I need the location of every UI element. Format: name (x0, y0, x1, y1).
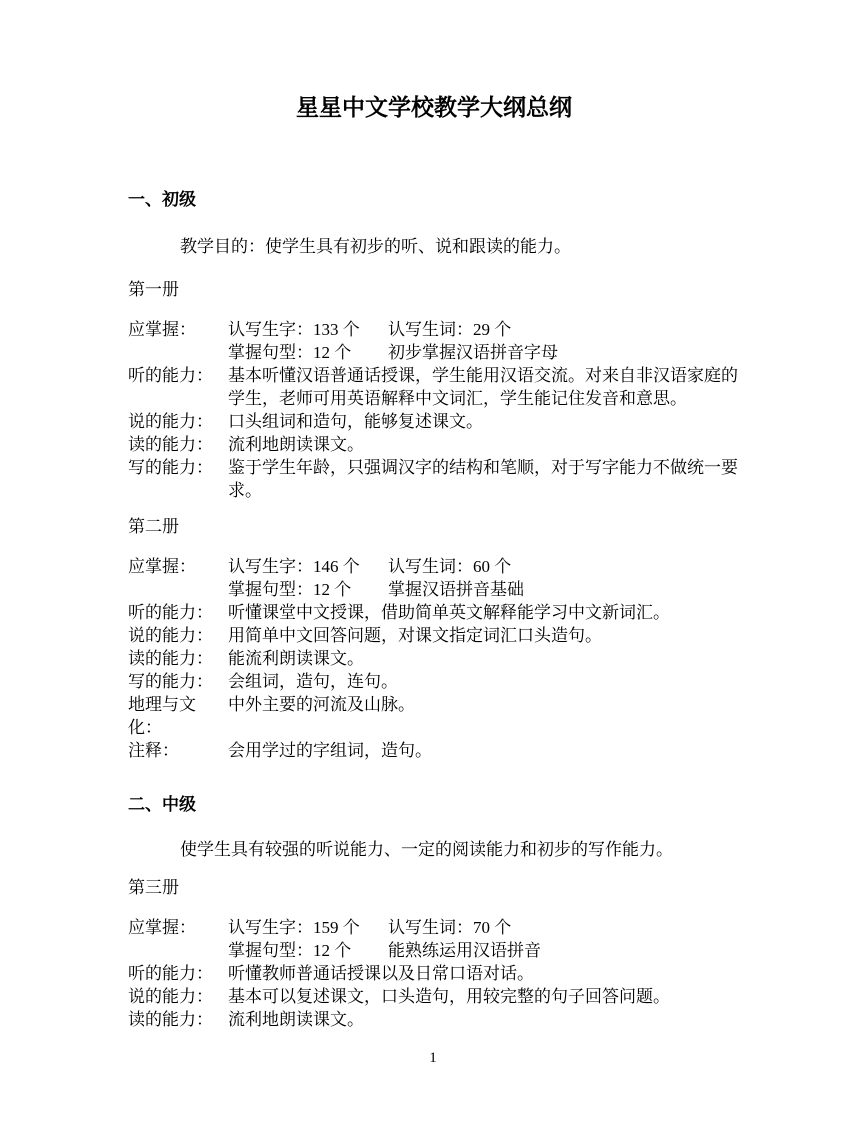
skill-row-writing (128, 456, 740, 502)
row-content (228, 555, 740, 601)
row-content: 流利地朗读课文。 (228, 435, 364, 454)
skill-row-geography-culture (128, 693, 740, 739)
row-content: 基本听懂汉语普通话授课，学生能用汉语交流。对来自非汉语家庭的学生，老师可用英语解释中文词汇，学生能记住发音和意思。 (228, 366, 738, 408)
mastery-words: 认写生词：29 个 (388, 320, 512, 339)
row-label: 读的能力： (128, 435, 213, 454)
row-label: 读的能力： (128, 1010, 213, 1029)
skill-row-writing (128, 670, 740, 693)
row-content: 听懂教师普通话授课以及日常口语对话。 (228, 964, 534, 983)
row-label: 说的能力： (128, 987, 213, 1006)
row-label: 说的能力： (128, 626, 213, 645)
skill-row-reading (128, 647, 740, 670)
mastery-pinyin: 初步掌握汉语拼音字母 (388, 343, 558, 362)
mastery-words: 认写生词：70 个 (388, 918, 512, 937)
mastery-characters: 认写生字：146 个 (228, 557, 360, 576)
mastery-row (128, 916, 740, 962)
row-label: 听的能力： (128, 964, 213, 983)
section-intro-beginner: 教学目的：使学生具有初步的听、说和跟读的能力。 (180, 237, 571, 256)
mastery-line-2 (228, 578, 740, 601)
row-label: 注释： (128, 741, 179, 760)
row-content (228, 318, 740, 364)
mastery-patterns: 掌握句型：12 个 (228, 580, 352, 599)
row-label: 写的能力： (128, 458, 213, 477)
row-label: 听的能力： (128, 603, 213, 622)
mastery-words: 认写生词：60 个 (388, 557, 512, 576)
row-label: 说的能力： (128, 412, 213, 431)
row-label: 地理与文化： (128, 695, 196, 737)
row-content: 口头组词和造句，能够复述课文。 (228, 412, 483, 431)
skill-row-speaking (128, 624, 740, 647)
book-name-2: 第二册 (128, 517, 179, 536)
row-content: 流利地朗读课文。 (228, 1010, 364, 1029)
row-content: 基本可以复述课文，口头造句，用较完整的句子回答问题。 (228, 987, 670, 1006)
row-content: 会组词，造句，连句。 (228, 672, 398, 691)
mastery-line-1 (228, 318, 740, 341)
skill-row-speaking (128, 985, 740, 1008)
page-number: 1 (429, 1050, 437, 1066)
skill-row-reading (128, 1008, 740, 1031)
mastery-patterns: 掌握句型：12 个 (228, 343, 352, 362)
book-3-rows (128, 916, 740, 1031)
row-label: 应掌握： (128, 557, 196, 576)
row-content (228, 916, 740, 962)
mastery-row (128, 555, 740, 601)
book-name-1: 第一册 (128, 280, 179, 299)
skill-row-reading (128, 433, 740, 456)
skill-row-listening (128, 962, 740, 985)
mastery-line-2 (228, 939, 740, 962)
section-intro-intermediate: 使学生具有较强的听说能力、一定的阅读能力和初步的写作能力。 (180, 840, 673, 859)
skill-row-listening (128, 364, 740, 410)
skill-row-listening (128, 601, 740, 624)
skill-row-speaking (128, 410, 740, 433)
row-content: 听懂课堂中文授课，借助简单英文解释能学习中文新词汇。 (228, 603, 670, 622)
row-content: 会用学过的字组词，造句。 (228, 741, 432, 760)
book-name-3: 第三册 (128, 878, 179, 897)
book-1-rows (128, 318, 740, 502)
section-heading-beginner: 一、初级 (128, 190, 196, 209)
book-2-rows (128, 555, 740, 762)
row-content: 用简单中文回答问题，对课文指定词汇口头造句。 (228, 626, 602, 645)
mastery-characters: 认写生字：159 个 (228, 918, 360, 937)
mastery-line-2 (228, 341, 740, 364)
row-content: 中外主要的河流及山脉。 (228, 695, 415, 714)
row-label: 写的能力： (128, 672, 213, 691)
skill-row-notes (128, 739, 740, 762)
mastery-patterns: 掌握句型：12 个 (228, 941, 352, 960)
mastery-line-1 (228, 916, 740, 939)
mastery-pinyin: 能熟练运用汉语拼音 (388, 941, 541, 960)
row-content: 鉴于学生年龄，只强调汉字的结构和笔顺，对于写字能力不做统一要求。 (228, 458, 738, 500)
mastery-characters: 认写生字：133 个 (228, 320, 360, 339)
mastery-line-1 (228, 555, 740, 578)
mastery-pinyin: 掌握汉语拼音基础 (388, 580, 524, 599)
mastery-row (128, 318, 740, 364)
row-label: 读的能力： (128, 649, 213, 668)
document-title: 星星中文学校教学大纲总纲 (296, 95, 572, 120)
section-heading-intermediate: 二、中级 (128, 795, 196, 814)
row-label: 应掌握： (128, 918, 196, 937)
row-label: 听的能力： (128, 366, 213, 385)
row-label: 应掌握： (128, 320, 196, 339)
row-content: 能流利朗读课文。 (228, 649, 364, 668)
